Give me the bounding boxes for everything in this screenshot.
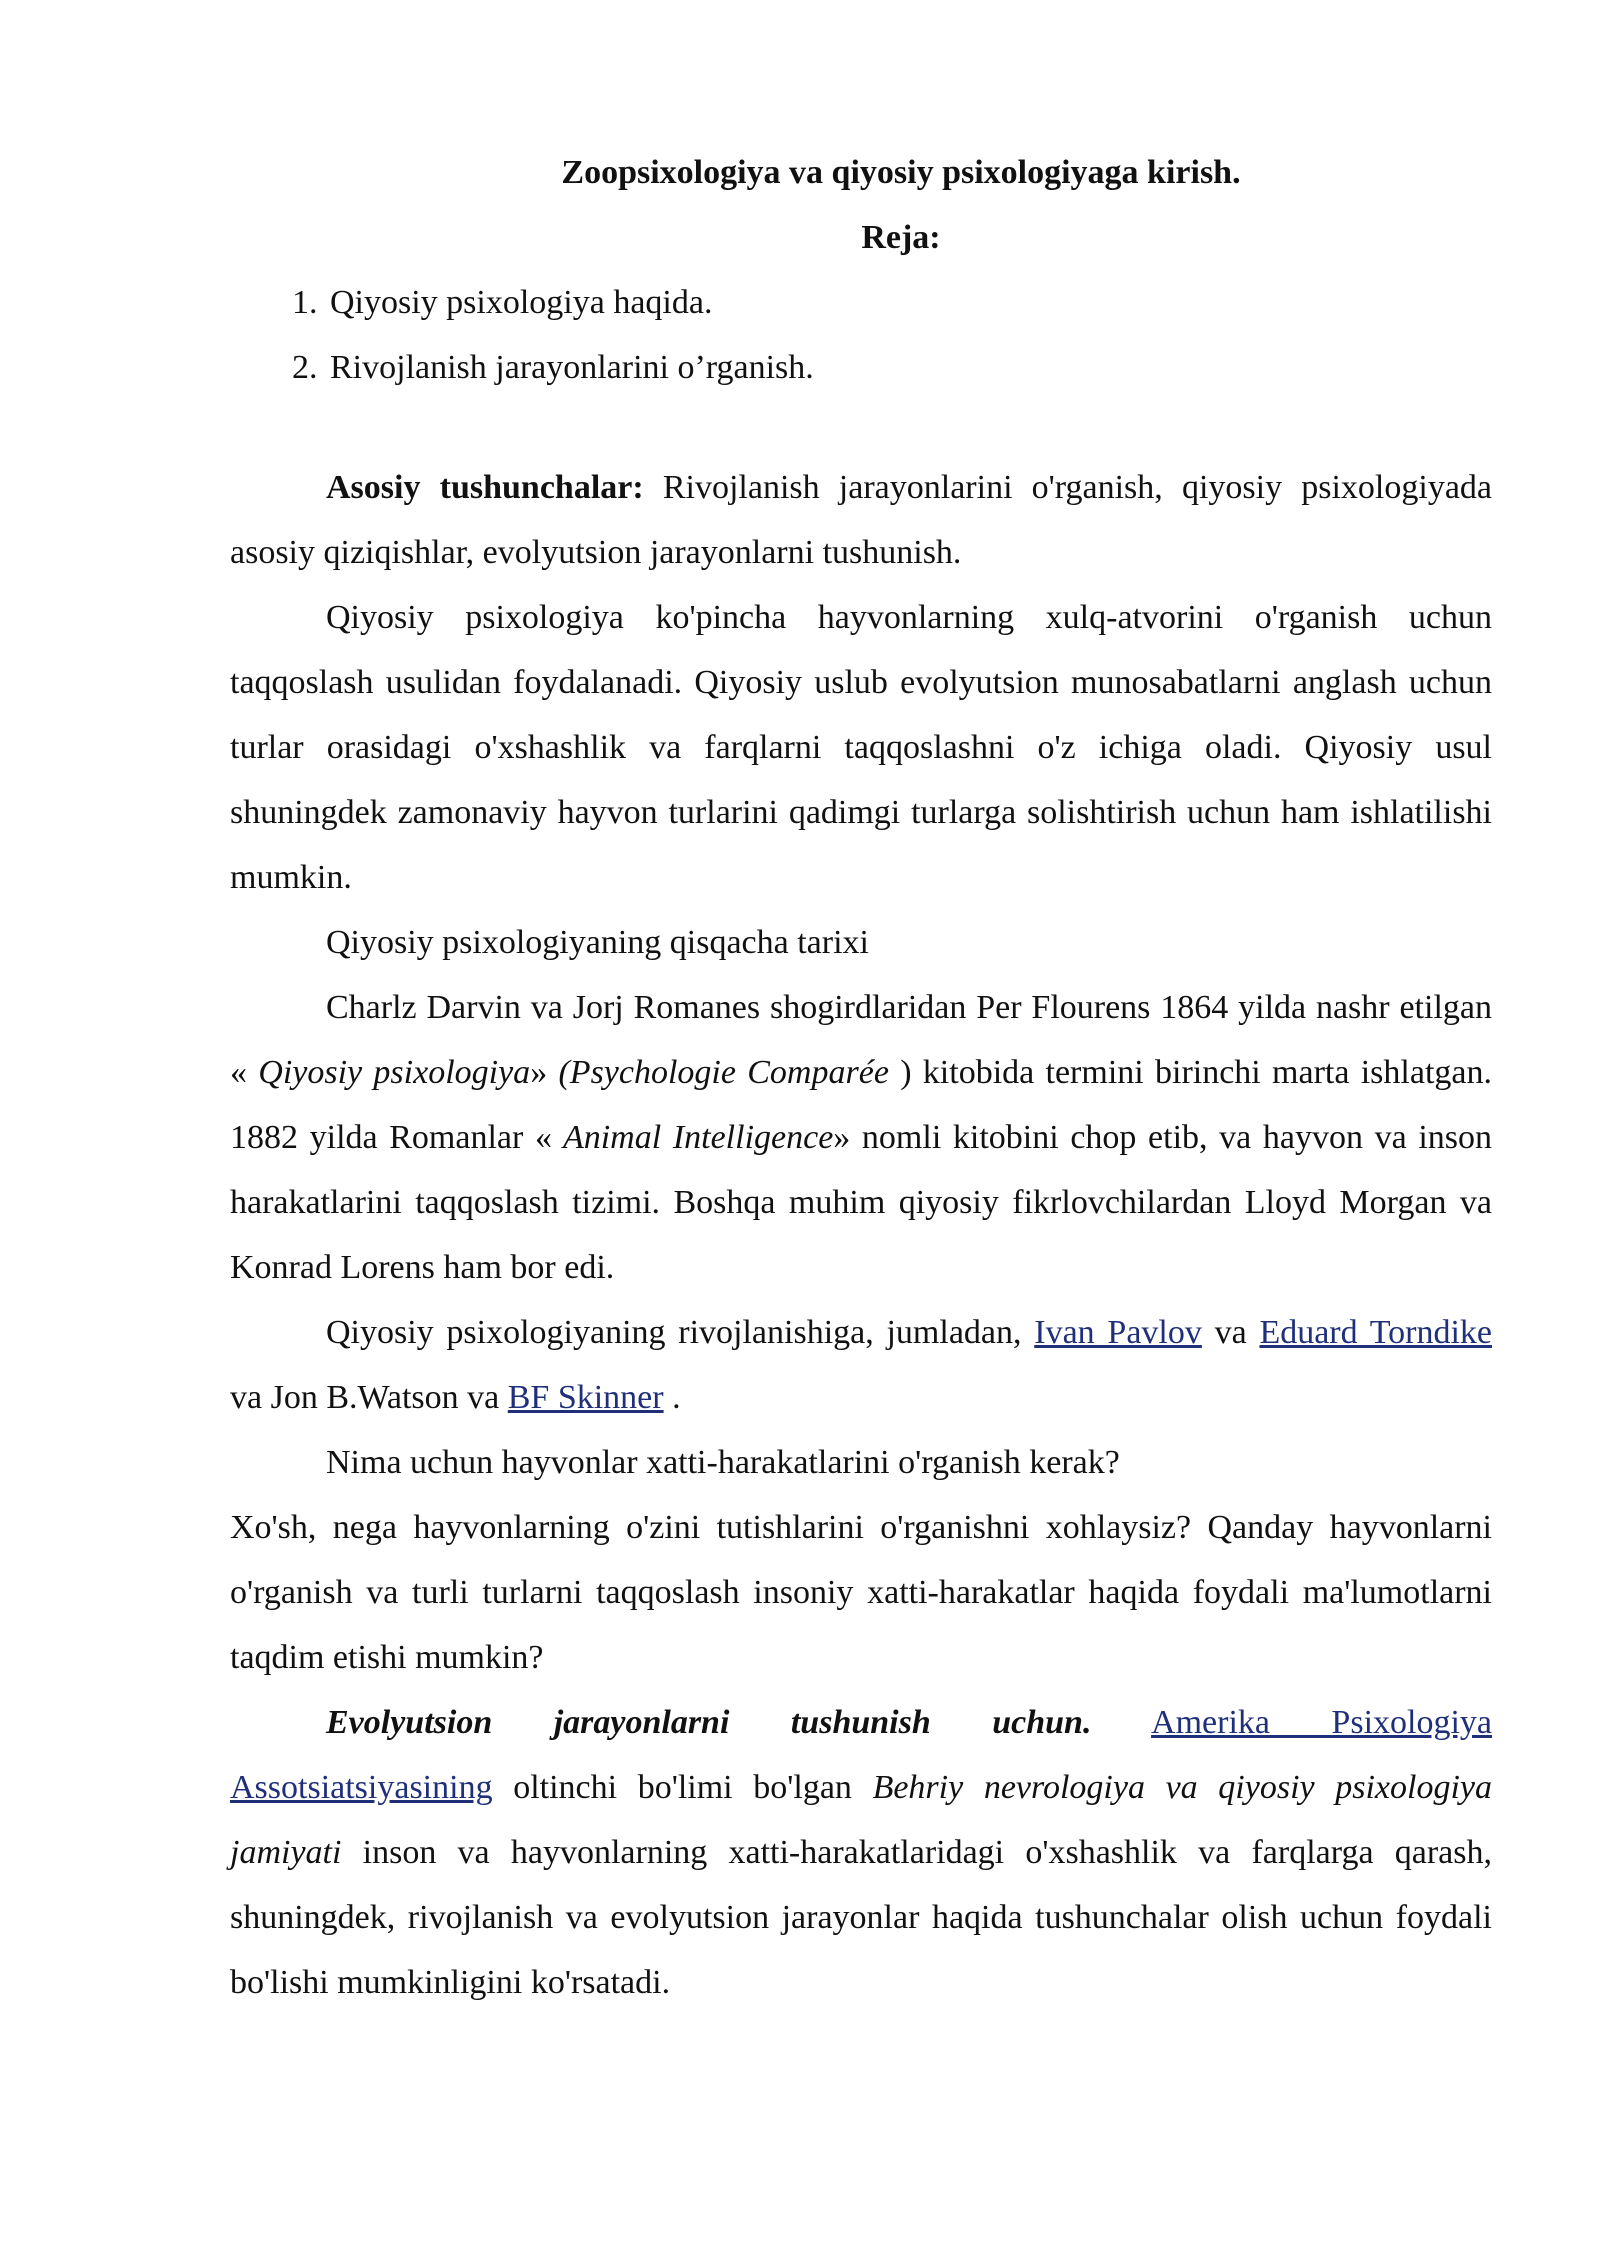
text-run: oltinchi bo'limi bo'lgan [492, 1769, 873, 1806]
book-title-italic: (Psychologie Comparée [558, 1054, 889, 1091]
plan-item: 1. Qiyosiy psixologiya haqida. [326, 280, 1492, 326]
book-title-italic: Qiyosiy psixologiya [247, 1054, 531, 1091]
link-bf-skinner[interactable]: BF Skinner [507, 1379, 664, 1416]
text-run: » nomli kitobini chop etib, va hayvon va inson harakatlarini taqqoslash tizimi. Boshqa muhim qiyosiy fikrlovchilardan Lloyd Morgan va Konrad Lorens ham bor edi. [230, 1119, 1492, 1286]
paragraph-evolution [230, 1690, 1492, 2015]
plan-list [230, 280, 1492, 391]
document-page [230, 150, 1492, 2015]
text-run: ) kitobida termini birinchi marta ishlatgan. 1882 yilda Romanlar « [230, 1054, 1492, 1156]
evolution-heading-bold-italic: Evolyutsion jarayonlarni tushunish uchun. [326, 1704, 1092, 1741]
key-concepts-label: Asosiy tushunchalar: [326, 469, 644, 506]
text-run: Qiyosiy psixologiyaning rivojlanishiga, jumladan, [326, 1314, 1035, 1351]
link-eduard-torndike[interactable]: Eduard Torndike [1259, 1314, 1493, 1351]
text-run: va [1201, 1314, 1260, 1351]
book-title-italic: Animal Intelligence [551, 1119, 834, 1156]
link-apa[interactable]: Amerika Psixologiya Assotsiatsiyasining [230, 1704, 1493, 1806]
text-run: » [530, 1054, 559, 1091]
paragraph-comparative-method: Qiyosiy psixologiya ko'pincha hayvonlarning xulq-atvorini o'rganish uchun taqqoslash usulidan foydalanadi. Qiyosiy uslub evolyutsion munosabatlarni anglash uchun turlar orasidagi o'xshashlik va farqlarni taqqoslashni o'z ichiga oladi. Qiyosiy usul shuningdek zamonaviy hayvon turlarini qadimgi turlarga solishtirish uchun ham ishlatilishi mumkin. [230, 599, 1492, 896]
link-ivan-pavlov[interactable]: Ivan Pavlov [1034, 1314, 1202, 1351]
text-run: Charlz Darvin va Jorj Romanes shogirdlaridan Per Flourens 1864 yilda nashr etilgan « [230, 989, 1492, 1091]
paragraph-question: Xo'sh, nega hayvonlarning o'zini tutishlarini o'rganishni xohlaysiz? Qanday hayvonlarni o'rganish va turli turlarni taqqoslash insoniy xatti-harakatlar haqida foydali ma'lumotlarni taqdim etishi mumkin? [230, 1509, 1492, 1676]
text-run: va Jon B.Watson va [230, 1379, 508, 1416]
text-run: inson va hayvonlarning xatti-harakatlaridagi o'xshashlik va farqlarga qarash, shuningdek, rivojlanish va evolyutsion jarayonlar haqida tushunchalar olish uchun foydali bo'lishi mumkinligini ko'rsatadi. [230, 1834, 1492, 2001]
section-heading-history: Qiyosiy psixologiyaning qisqacha tarixi [326, 924, 869, 961]
key-concepts-text: Rivojlanish jarayonlarini o'rganish, qiyosiy psixologiyada asosiy qiziqishlar, evolyutsion jarayonlarni tushunish. [230, 469, 1492, 571]
document-title: Zoopsixologiya va qiyosiy psixologiyaga kirish. [561, 154, 1241, 191]
plan-item: 2. Rivojlanish jarayonlarini o’rganish. [326, 345, 1492, 391]
text-run: . [663, 1379, 681, 1416]
paragraph-history [230, 975, 1492, 1300]
text-run [1091, 1704, 1151, 1741]
plan-heading: Reja: [861, 219, 941, 256]
society-name-italic: Behriy nevrologiya va qiyosiy psixologiya jamiyati [230, 1769, 1492, 1871]
key-concepts-paragraph [230, 455, 1492, 585]
question-heading: Nima uchun hayvonlar xatti-harakatlarini o'rganish kerak? [326, 1444, 1120, 1481]
paragraph-development [230, 1300, 1492, 1430]
